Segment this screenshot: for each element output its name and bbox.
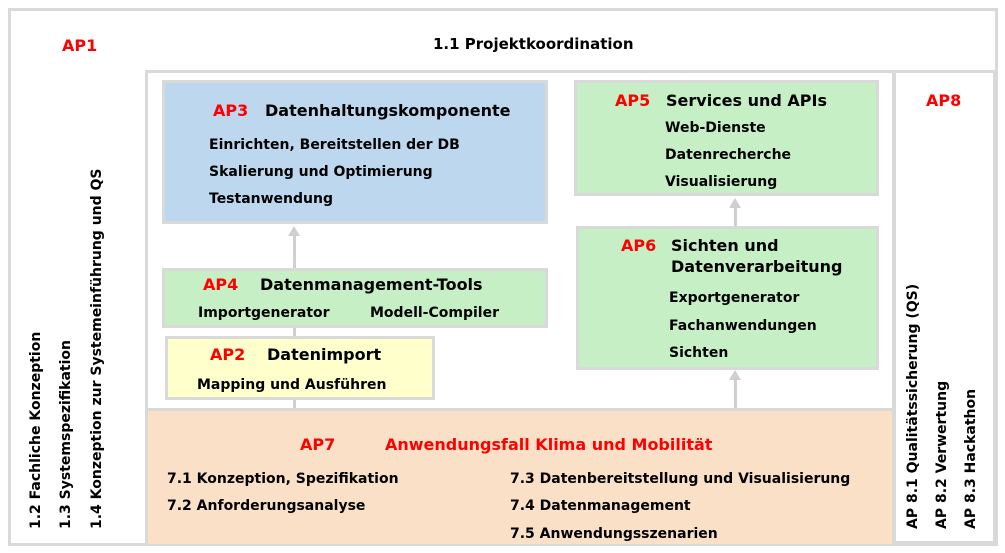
ap3-item-3: Testanwendung [209,191,333,207]
ap5-item-2: Datenrecherche [665,147,792,163]
ap6-item-3: Sichten [669,345,729,361]
ap3-title: Datenhaltungskomponente [265,101,511,120]
ap1-item-1: 1.2 Fachliche Konzeption [28,331,44,529]
ap1-coordination: 1.1 Projektkoordination [433,35,634,53]
ap7-item-5: 7.5 Anwendungsszenarien [510,526,718,542]
ap2-item-1: Mapping und Ausführen [197,377,387,393]
ap1-label: AP1 [62,36,98,55]
ap7-item-2: 7.2 Anforderungsanalyse [167,498,366,514]
ap3-label: AP3 [213,101,249,120]
ap8-item-2: AP 8.2 Verwertung [934,380,950,529]
ap8-label: AP8 [926,91,962,110]
ap4-title: Datenmanagement-Tools [260,275,483,294]
arrow-right-upper-head [729,198,741,208]
ap7-title: Anwendungsfall Klima und Mobilität [385,435,713,454]
ap6-label: AP6 [621,236,657,255]
arrow-right-upper-line [734,206,737,226]
ap2-box [165,336,435,400]
ap1-item-2: 1.3 Systemspezifikation [58,340,74,529]
ap5-item-1: Web-Dienste [665,120,766,136]
arrow-right-lower-line [734,378,737,408]
ap5-item-3: Visualisierung [665,174,778,190]
ap5-box [574,80,879,196]
ap4-box [162,268,548,328]
ap4-label: AP4 [203,275,239,294]
ap4-item-1: Importgenerator [198,305,330,321]
ap7-label: AP7 [300,435,336,454]
ap6-title-line2: Datenverarbeitung [671,257,843,276]
ap7-item-3: 7.3 Datenbereitstellung und Visualisierung [510,471,851,487]
ap1-item-3: 1.4 Konzeption zur Systemeinführung und QS [89,168,105,529]
ap8-item-3: AP 8.3 Hackathon [963,388,979,529]
ap3-item-2: Skalierung und Optimierung [209,164,433,180]
ap7-box [148,408,892,544]
ap6-title-line1: Sichten und [671,236,779,255]
ap2-label: AP2 [210,345,246,364]
ap5-label: AP5 [615,91,651,110]
ap8-item-1: AP 8.1 Qualitätssicherung (QS) [905,283,921,529]
arrow-left-head [288,226,300,236]
ap7-item-1: 7.1 Konzeption, Spezifikation [167,471,399,487]
ap6-item-2: Fachanwendungen [669,318,817,334]
ap2-title: Datenimport [267,345,382,364]
ap5-title: Services und APIs [666,91,827,110]
ap6-item-1: Exportgenerator [669,290,800,306]
ap4-item-2: Modell-Compiler [370,305,499,321]
ap3-item-1: Einrichten, Bereitstellen der DB [209,137,460,153]
arrow-right-lower-head [729,370,741,380]
ap3-box [162,80,548,224]
ap7-item-4: 7.4 Datenmanagement [510,498,691,514]
ap6-box [576,226,879,370]
